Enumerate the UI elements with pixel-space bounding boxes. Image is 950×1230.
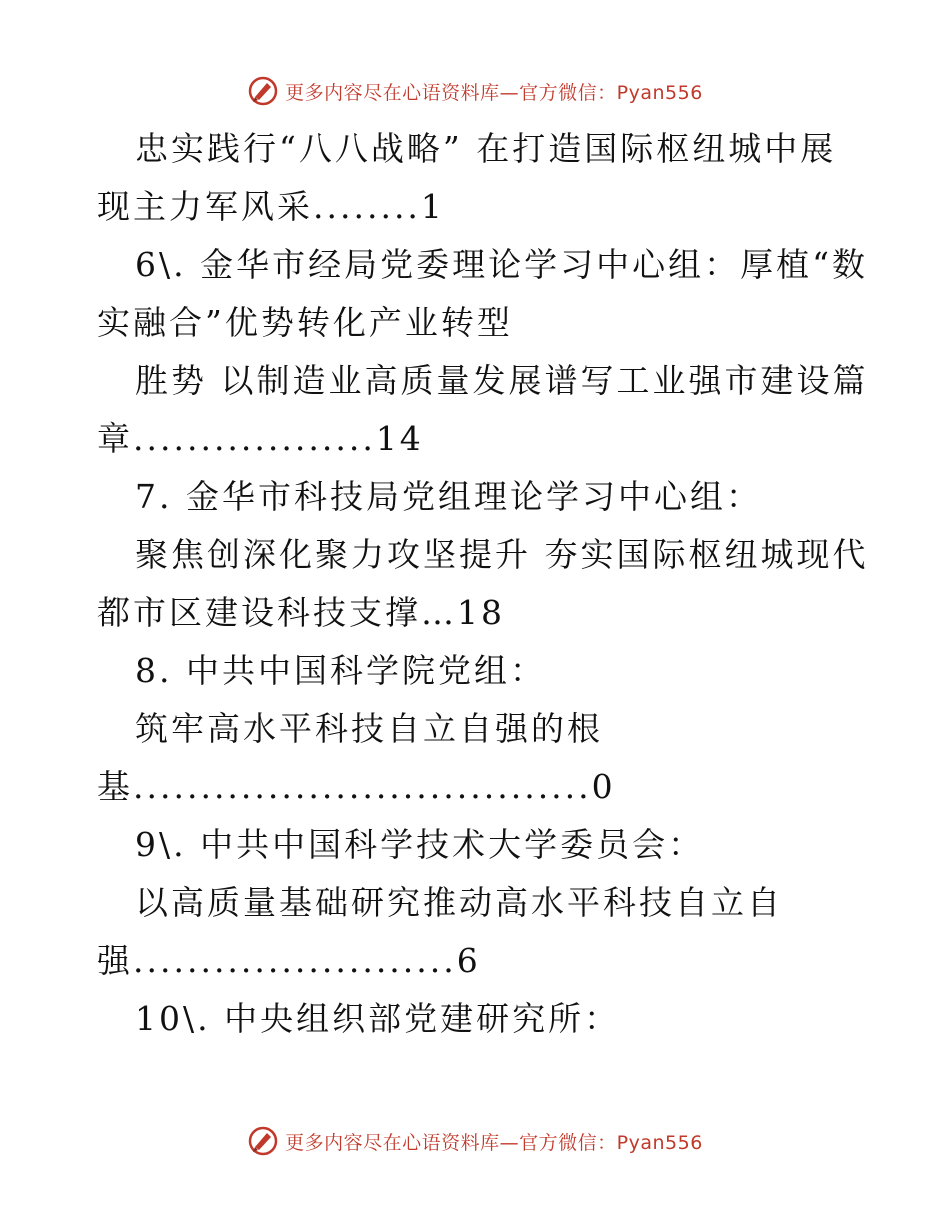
toc-line: 实融合”优势转化产业转型 xyxy=(97,303,513,342)
toc-line: 9\. 中共中国科学技术大学委员会： xyxy=(135,825,705,864)
header-banner xyxy=(0,71,950,111)
toc-line: 以高质量基础研究推动高水平科技自立自 xyxy=(135,883,783,922)
toc-line: 章..................14 xyxy=(97,419,424,458)
toc-line: 8. 中共中国科学院党组： xyxy=(135,651,546,690)
toc-line: 忠实践行“八八战略” 在打造国际枢纽城中展 xyxy=(135,129,837,168)
toc-line: 都市区建设科技支撑…18 xyxy=(97,593,505,632)
toc-line: 10\. 中央组织部党建研究所： xyxy=(135,999,621,1038)
toc-line: 聚焦创深化聚力攻坚提升 夯实国际枢纽城现代 xyxy=(135,535,869,574)
footer-banner-text: 更多内容尽在心语资料库—官方微信：Pyan556 xyxy=(285,1131,703,1154)
toc-line: 筑牢高水平科技自立自强的根 xyxy=(135,709,603,748)
pen-logo-icon xyxy=(247,75,279,107)
toc-line: 基..................................0 xyxy=(97,767,616,806)
pen-logo-icon xyxy=(247,1125,279,1157)
toc-line: 7. 金华市科技局党组理论学习中心组： xyxy=(135,477,762,516)
toc-line: 6\. 金华市经局党委理论学习中心组：厚植“数 xyxy=(135,245,868,284)
toc-line: 现主力军风采........1 xyxy=(97,187,445,226)
footer-banner xyxy=(0,1121,950,1161)
toc-line: 胜势 以制造业高质量发展谱写工业强市建设篇 xyxy=(135,361,869,400)
header-banner-text: 更多内容尽在心语资料库—官方微信：Pyan556 xyxy=(285,81,703,104)
toc-line: 强........................6 xyxy=(97,941,481,980)
